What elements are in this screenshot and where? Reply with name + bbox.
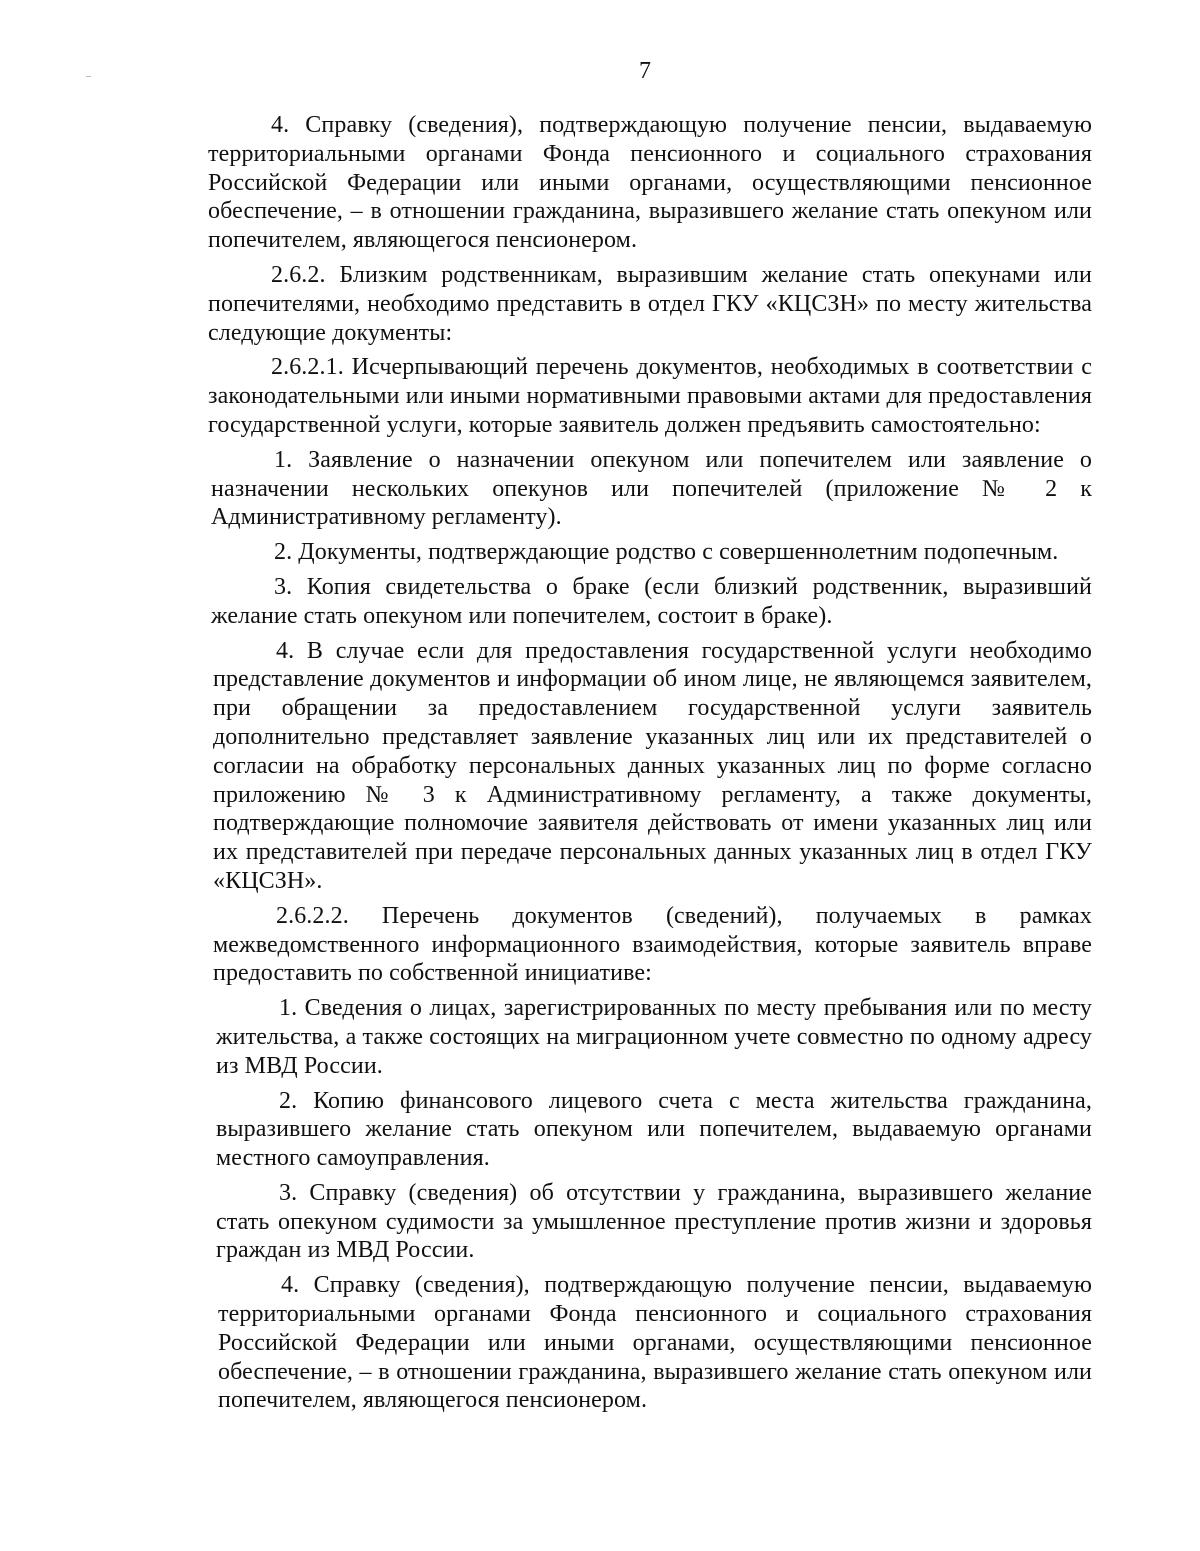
paragraph-kinship-documents: 2. Документы, подтверждающие родство с совершеннолетним подопечным.: [274, 539, 1059, 566]
paragraph-2-6-2-1: 2.6.2.1. Исчерпывающий перечень документов, необходимых в соответствии с законодательными или иными нормативными правовыми актами для предоставления государственной услуги, которые заявитель должен предъявить самостоятельно:: [208, 354, 1092, 438]
page-number: 7: [639, 58, 651, 84]
paragraph-personal-data-consent: 4. В случае если для предоставления государственной услуги необходимо представление документов и информации об ином лице, не являющемся заявителем, при обращении за предоставлением государственной услуги заявитель дополнительно представляет заявление указанных лиц или их представителей о согласии на обработку персональных данных указанных лиц по форме согласно приложению № 3 к Административному регламенту, а также документы, подтверждающие полномочие заявителя действовать от имени указанных лиц или их представителей при передаче персональных данных указанных лиц в отдел ГКУ «КЦСЗН».: [213, 637, 1092, 894]
document-body: [208, 111, 1092, 1421]
paragraph-application: 1. Заявление о назначении опекуном или попечителем или заявление о назначении нескольких опекунов или попечителей (приложение № 2 к Административному регламенту).: [211, 446, 1092, 531]
paragraph-marriage-certificate: 3. Копия свидетельства о браке (если близкий родственник, выразивший желание стать опекуном или попечителем, состоит в браке).: [211, 573, 1092, 629]
paragraph-pension-certificate-repeat: 4. Справку (сведения), подтверждающую получение пенсии, выдаваемую территориальными органами Фонда пенсионного и социального страхования Российской Федерации или иными органами, осуществляющими пенсионное обеспечение, – в отношении гражданина, выразившего желание стать опекуном или попечителем, являющегося пенсионером.: [218, 1272, 1092, 1414]
paragraph-financial-account: 2. Копию финансового лицевого счета с места жительства гражданина, выразившего желание стать опекуном или попечителем, выдаваемую органами местного самоуправления.: [216, 1087, 1092, 1172]
paragraph-criminal-record: 3. Справку (сведения) об отсутствии у гражданина, выразившего желание стать опекуном судимости за умышленное преступление против жизни и здоровья граждан из МВД России.: [216, 1179, 1092, 1264]
paragraph-pension-certificate: 4. Справку (сведения), подтверждающую получение пенсии, выдаваемую территориальными органами Фонда пенсионного и социального страхования Российской Федерации или иными органами, осуществляющими пенсионное обеспечение, – в отношении гражданина, выразившего желание стать опекуном или попечителем, являющегося пенсионером.: [208, 112, 1092, 254]
paragraph-2-6-2-2: 2.6.2.2. Перечень документов (сведений), получаемых в рамках межведомственного информационного взаимодействия, которые заявитель вправе предоставить по собственной инициативе:: [213, 902, 1092, 987]
paragraph-2-6-2: 2.6.2. Близким родственникам, выразившим желание стать опекунами или попечителями, необходимо представить в отдел ГКУ «КЦСЗН» по месту жительства следующие документы:: [208, 261, 1092, 346]
paragraph-registration-info: 1. Сведения о лицах, зарегистрированных по месту пребывания или по месту жительства, а также состоящих на миграционном учете совместно по одному адресу из МВД России.: [216, 995, 1092, 1079]
